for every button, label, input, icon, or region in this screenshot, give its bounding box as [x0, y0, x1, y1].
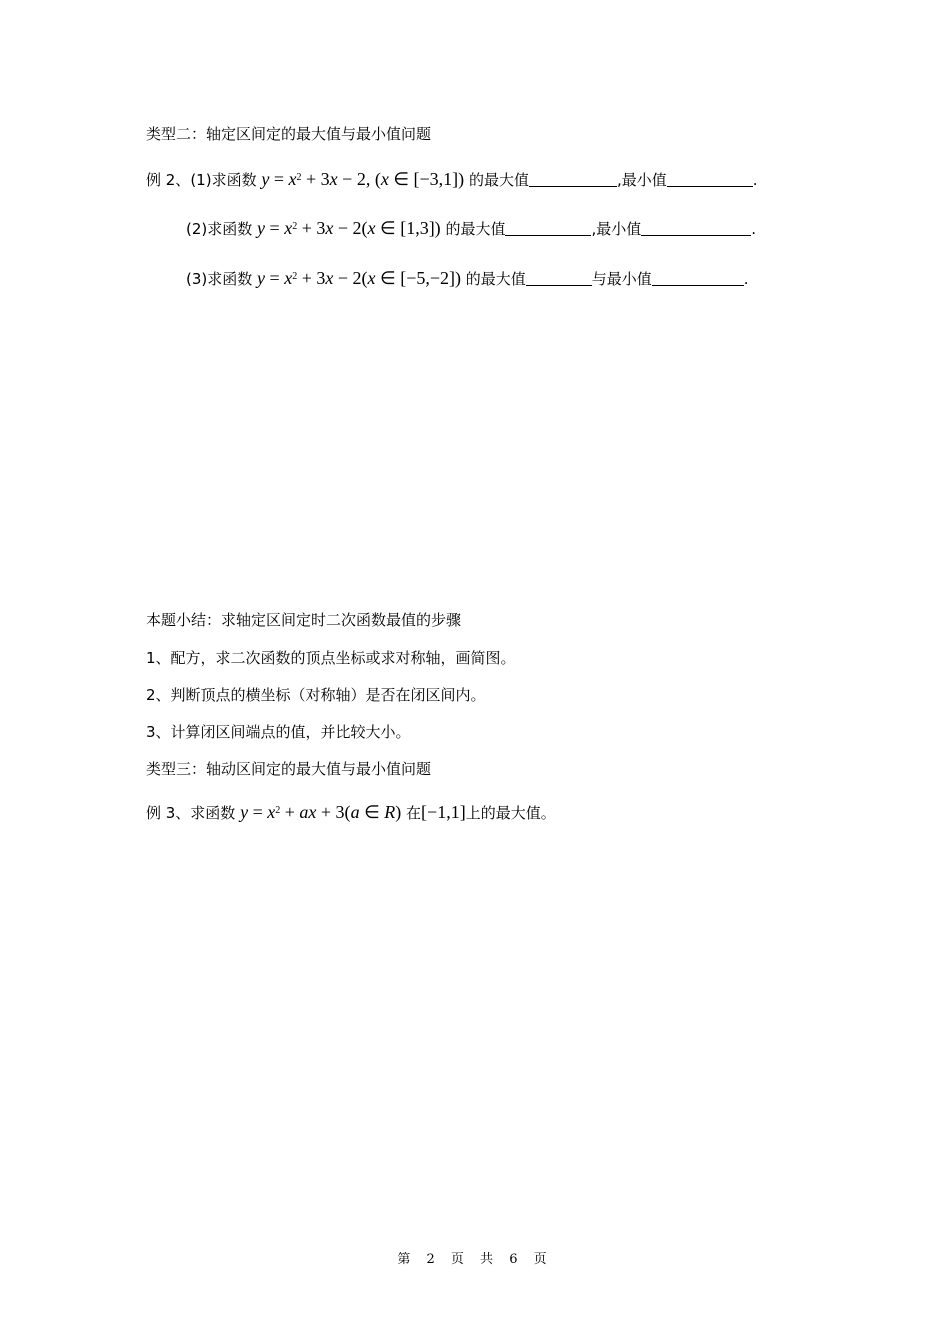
item2-min-blank[interactable] [641, 219, 751, 236]
summary-heading: 本题小结：求轴定区间定时二次函数最值的步骤 [146, 611, 462, 629]
summary-step-3: 3、计算闭区间端点的值，并比较大小。 [146, 723, 411, 741]
example3-middle: 在 [406, 804, 422, 822]
item1-num: (1) [190, 171, 212, 189]
item2-formula: $y = x^2 + 3x - 2(x$ ∈ [1,3]) [257, 218, 441, 238]
item2-end: . [751, 220, 757, 238]
type2-heading: 类型二：轴定区间定的最大值与最小值问题 [146, 125, 432, 143]
item3-min-blank[interactable] [652, 269, 744, 286]
example2-item2 [186, 216, 756, 240]
item3-after: 的最大值 [465, 270, 526, 288]
item3-formula: $y = x^2 + 3x - 2(x$ ∈ [−5,−2]) [257, 268, 461, 288]
item3-max-blank[interactable] [526, 269, 592, 286]
example3-prefix: 例 3、求函数 [146, 804, 236, 822]
item2-after: 的最大值 [445, 220, 506, 238]
summary-step-2: 2、判断顶点的横坐标（对称轴）是否在闭区间内。 [146, 686, 486, 704]
item1-lead: 求函数 [211, 171, 257, 189]
item3-lead: 求函数 [207, 270, 253, 288]
item3-num: (3) [186, 270, 208, 288]
summary-step-1: 1、配方，求二次函数的顶点坐标或求对称轴，画简图。 [146, 649, 516, 667]
example2-item3 [186, 266, 749, 290]
item2-lead: 求函数 [207, 220, 253, 238]
example3-interval: [−1,1] [421, 802, 466, 822]
item2-max-blank[interactable] [505, 219, 591, 236]
page-footer: 第 2 页 共 6 页 [397, 1252, 553, 1267]
example3-formula: $y = x^2$ + ax + 3(a ∈ R) [240, 802, 402, 822]
example2-item1 [146, 167, 758, 191]
item1-max-blank[interactable] [529, 170, 617, 187]
example2-prefix: 例 2、 [146, 171, 191, 189]
item3-sep: 与最小值 [591, 270, 652, 288]
item1-after: 的最大值 [468, 171, 529, 189]
item3-end: . [743, 270, 749, 288]
item1-formula: $y = x^2 + 3x - 2$, (x ∈ [−3,1]) [261, 169, 465, 189]
item2-num: (2) [186, 220, 208, 238]
type3-heading: 类型三：轴动区间定的最大值与最小值问题 [146, 760, 432, 778]
example3 [146, 800, 556, 824]
item2-sep: ,最小值 [591, 220, 642, 238]
item1-sep: ,最小值 [616, 171, 667, 189]
item1-end: . [752, 171, 758, 189]
example3-end: 上的最大值。 [465, 804, 556, 822]
item1-min-blank[interactable] [667, 170, 753, 187]
